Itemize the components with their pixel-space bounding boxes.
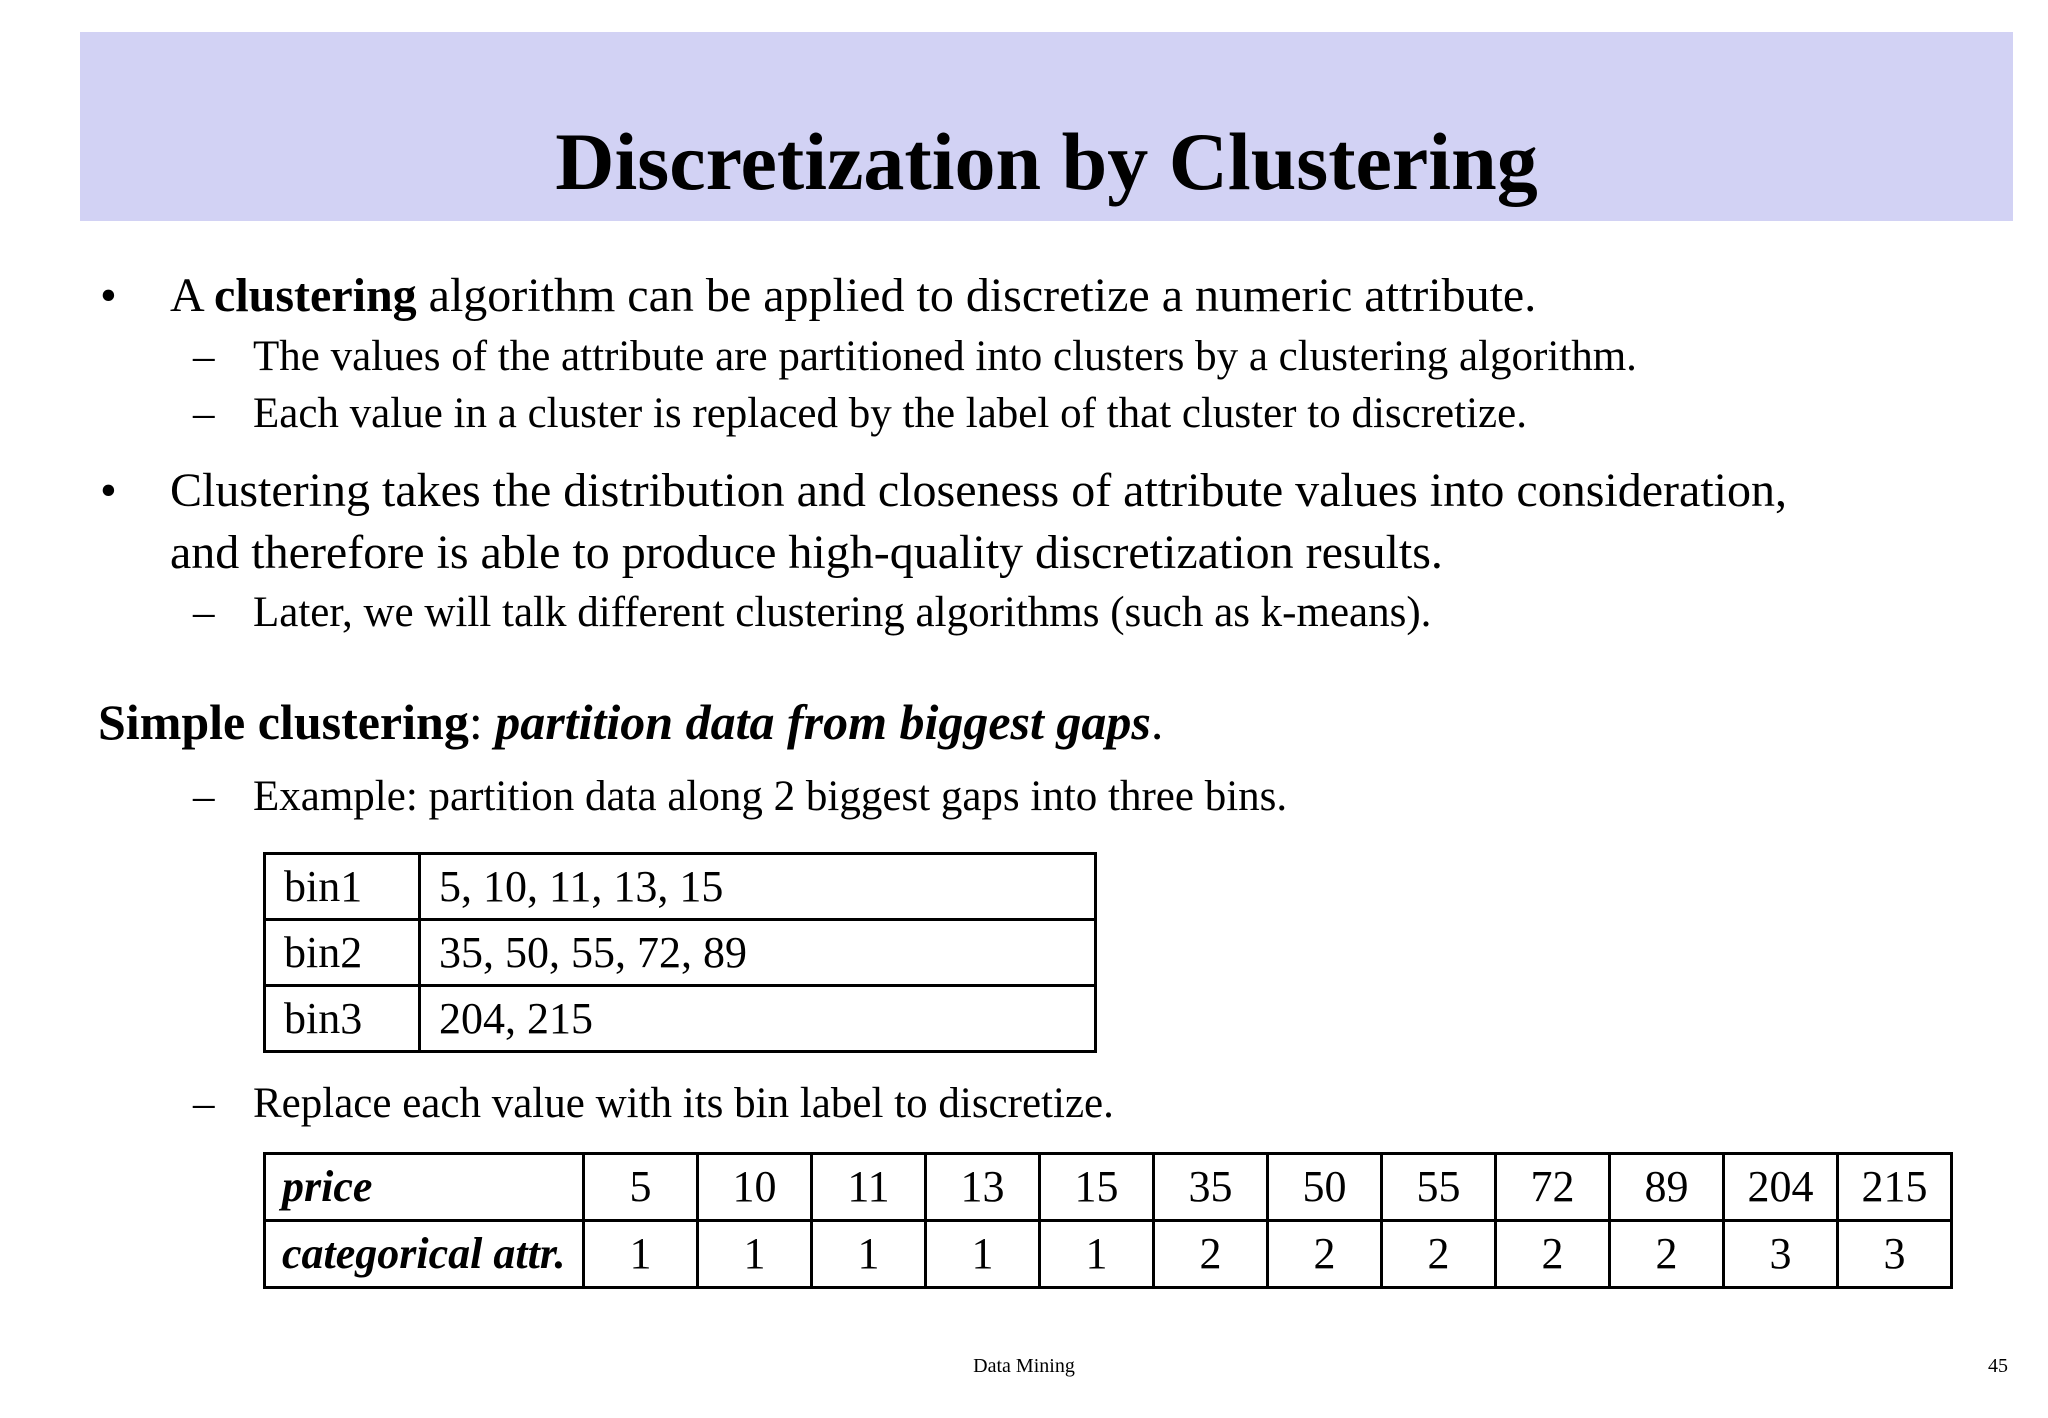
- price-cell: 89: [1610, 1154, 1724, 1221]
- bullet-marker: •: [100, 269, 117, 322]
- bins-table: [263, 852, 1097, 1053]
- bullet-2-line-2: and therefore is able to produce high-quality discretization results.: [170, 526, 1443, 579]
- category-cell: 2: [1382, 1221, 1496, 1288]
- table-row: [265, 920, 1096, 986]
- table-row: [265, 854, 1096, 920]
- category-cell: 3: [1724, 1221, 1838, 1288]
- category-cell: 1: [584, 1221, 698, 1288]
- table-row: [265, 986, 1096, 1052]
- category-cell: 2: [1496, 1221, 1610, 1288]
- page-number: 45: [1988, 1355, 2008, 1377]
- category-row: [265, 1221, 1952, 1288]
- dash-marker: –: [193, 589, 215, 636]
- bin-values: 204, 215: [420, 986, 1096, 1052]
- price-header: price: [265, 1154, 584, 1221]
- price-cell: 35: [1154, 1154, 1268, 1221]
- category-cell: 2: [1610, 1221, 1724, 1288]
- dash-marker: –: [193, 1080, 215, 1127]
- price-cell: 72: [1496, 1154, 1610, 1221]
- dash-marker: –: [193, 773, 215, 820]
- bullet-1-bold: clustering: [214, 269, 417, 322]
- category-cell: 1: [926, 1221, 1040, 1288]
- slide-title: Discretization by Clustering: [555, 116, 1538, 207]
- bullet-1-text: A clustering algorithm can be applied to discretize a numeric attribute.: [170, 269, 1537, 322]
- replace-text: Replace each value with its bin label to discretize.: [253, 1080, 1114, 1127]
- category-header: categorical attr.: [265, 1221, 584, 1288]
- footer-title: Data Mining: [973, 1355, 1075, 1377]
- bullet-1-sub-2: Each value in a cluster is replaced by the label of that cluster to discretize.: [253, 390, 1527, 437]
- price-cell: 13: [926, 1154, 1040, 1221]
- price-cell: 10: [698, 1154, 812, 1221]
- bin-name: bin1: [265, 854, 420, 920]
- price-cell: 204: [1724, 1154, 1838, 1221]
- price-cell: 215: [1838, 1154, 1952, 1221]
- bin-values: 5, 10, 11, 13, 15: [420, 854, 1096, 920]
- category-cell: 1: [812, 1221, 926, 1288]
- category-cell: 1: [1040, 1221, 1154, 1288]
- discretized-table: [263, 1152, 1953, 1289]
- price-cell: 55: [1382, 1154, 1496, 1221]
- price-cell: 15: [1040, 1154, 1154, 1221]
- bullet-2-line-1: Clustering takes the distribution and closeness of attribute values into consideration,: [170, 464, 1787, 517]
- bin-name: bin3: [265, 986, 420, 1052]
- dash-marker: –: [193, 390, 215, 437]
- example-text: Example: partition data along 2 biggest gaps into three bins.: [253, 773, 1288, 820]
- category-cell: 3: [1838, 1221, 1952, 1288]
- title-bar: [80, 32, 2013, 221]
- price-cell: 11: [812, 1154, 926, 1221]
- bin-values: 35, 50, 55, 72, 89: [420, 920, 1096, 986]
- category-cell: 2: [1268, 1221, 1382, 1288]
- bin-name: bin2: [265, 920, 420, 986]
- category-cell: 2: [1154, 1221, 1268, 1288]
- simple-clustering-heading: Simple clustering: partition data from biggest gaps.: [98, 694, 1164, 750]
- price-cell: 50: [1268, 1154, 1382, 1221]
- bullet-marker: •: [100, 464, 117, 517]
- price-row: [265, 1154, 1952, 1221]
- category-cell: 1: [698, 1221, 812, 1288]
- price-cell: 5: [584, 1154, 698, 1221]
- bullet-2-sub-1: Later, we will talk different clustering algorithms (such as k-means).: [253, 589, 1432, 636]
- bullet-1-sub-1: The values of the attribute are partitioned into clusters by a clustering algorithm.: [253, 333, 1637, 380]
- dash-marker: –: [193, 333, 215, 380]
